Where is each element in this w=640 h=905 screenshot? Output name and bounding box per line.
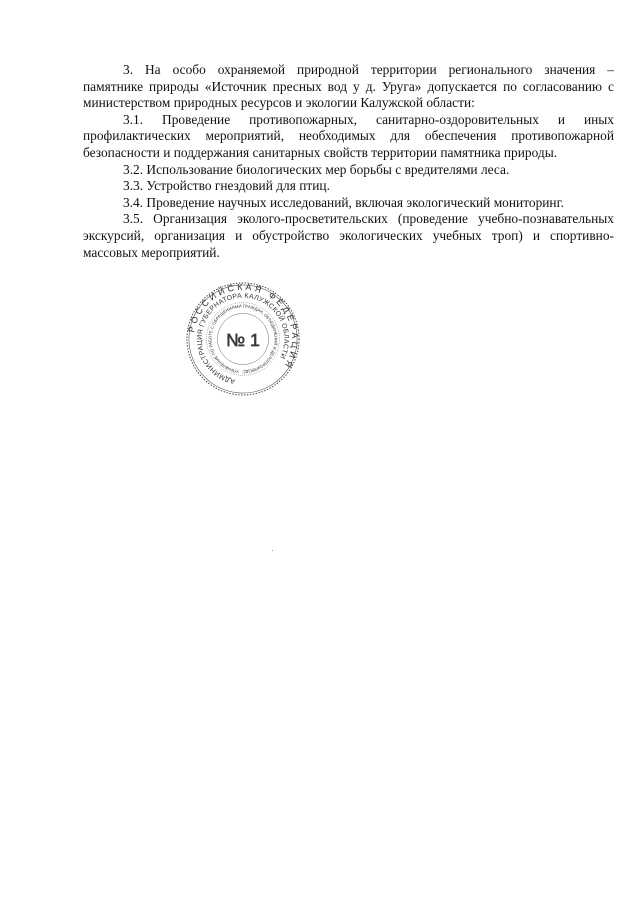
paragraph-3-3 (83, 178, 614, 195)
scan-speck (272, 550, 273, 551)
paragraph-3-4 (83, 195, 614, 212)
text-line: безопасности и поддержания санитарных свойств территории памятника природы. (83, 144, 558, 160)
official-stamp (184, 280, 302, 398)
stamp-outer-text: РОССИЙСКАЯ ФЕДЕРАЦИЯ (186, 281, 301, 372)
text-line: 3.1. Проведение противопожарных, санитарно-оздоровительных и иных (123, 111, 614, 127)
text-line: профилактических мероприятий, необходимых для обеспечения противопожарной (83, 128, 614, 144)
text-line: 3.2. Использование биологических мер борьбы с вредителями леса. (123, 161, 510, 177)
paragraph-3-2 (83, 162, 614, 179)
document-body (83, 62, 614, 261)
stamp-number: № 1 (226, 329, 260, 350)
text-line: 3.4. Проведение научных исследований, включая экологический мониторинг. (123, 194, 564, 210)
paragraph-3 (83, 62, 614, 112)
text-line: 3.5. Организация эколого-просветительских (проведение учебно-познавательных (123, 211, 614, 227)
text-line: экскурсий, организация и обустройство экологических учебных троп) и спортивно- (83, 227, 614, 243)
paragraph-3-5 (83, 211, 614, 261)
text-line: министерством природных ресурсов и экологии Калужской области: (83, 95, 475, 111)
paragraph-3-1 (83, 112, 614, 162)
text-line: массовых мероприятий. (83, 244, 220, 260)
text-line: 3. На особо охраняемой природной территории регионального значения – (123, 62, 614, 77)
stamp-ring-text: АДМИНИСТРАЦИЯ ГУБЕРНАТОРА КАЛУЖСКОЙ ОБЛАСТИ (196, 292, 290, 385)
stamp-inner-text: УПРАВЛЕНИЕ ПО РАБОТЕ С ОБРАЩЕНИЯМИ ГРАЖДАН, ОБЪЕДИНЕНИЙ И ДЕЛОПРОИЗВОДС (207, 303, 279, 375)
text-line: 3.3. Устройство гнездовий для птиц. (123, 178, 330, 194)
text-line: памятнике природы «Источник пресных вод у д. Уруга» допускается по согласованию с (83, 78, 614, 94)
